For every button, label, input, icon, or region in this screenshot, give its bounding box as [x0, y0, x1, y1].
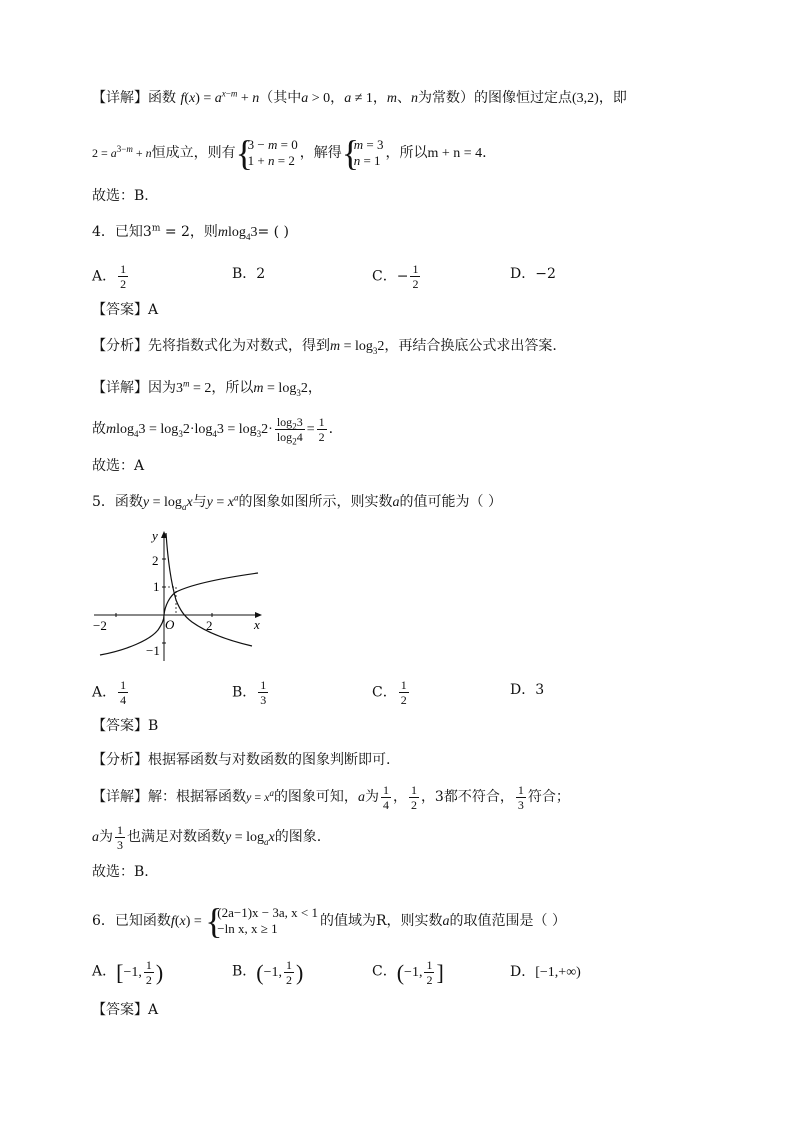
- q5-stem: 5．函数$y = \log_ax$与$y = x^a$的图象如图所示，则实数a的值可能为（ ）: [92, 492, 502, 512]
- q5-answer: 【答案】B: [92, 718, 159, 734]
- q3-detail-line2: $2 = a^{3-m} + n$恒成立，则有{ 3 − m = 0 1 + n = 2 ，解得{ m = 3 n = 1 ，所以m + n = 4.: [92, 136, 487, 171]
- q6-option-d[interactable]: D．[−1,+∞): [510, 964, 581, 980]
- q4-stem: 4．已知$3^m = 2$，则mlog$_4$3= ( ): [92, 223, 289, 242]
- y-tick-neg1: −1: [146, 643, 160, 658]
- q5-detail-line1: 【详解】解：根据幂函数$y = x^a$的图象可知，a为 $\frac{1}{4}$ ， $\frac{1}{2}$ ，3都不符合， $\frac{1}{3}$ 符合；: [92, 782, 570, 812]
- equation-system: { 3 − m = 0 1 + n = 2: [238, 137, 298, 169]
- q4-answer: 【答案】A: [92, 302, 159, 318]
- q6-option-c[interactable]: C．(−1, $\frac{1}{2}$ ]: [372, 958, 444, 987]
- function-graph: [92, 528, 272, 663]
- q4-choose: 故选：A: [92, 458, 145, 474]
- y-tick-1: 1: [153, 579, 160, 594]
- origin-label: O: [165, 617, 175, 632]
- q4-option-b[interactable]: B．2: [232, 266, 266, 282]
- q6-option-a[interactable]: A．[−1, $\frac{1}{2}$ ): [92, 958, 164, 987]
- q5-analysis: 【分析】根据幂函数与对数函数的图象判断即可.: [92, 752, 391, 768]
- q6-option-b[interactable]: B．(−1, $\frac{1}{2}$ ): [232, 958, 304, 987]
- x-tick-2: 2: [206, 618, 213, 633]
- q4-detail-line1: 【详解】因为$3^m = 2$，所以$m = \log_32$，: [92, 378, 322, 398]
- q5-detail-line2: a为 $\frac{1}{3}$ 也满足对数函数$y = \log_ax$的图象.: [92, 822, 322, 852]
- q6-answer: 【答案】A: [92, 1002, 159, 1018]
- q5-option-d[interactable]: D．3: [510, 682, 545, 698]
- q4-option-d[interactable]: D．−2: [510, 266, 556, 282]
- q4-option-a[interactable]: A． $\frac{1}{2}$: [92, 262, 127, 291]
- q4-option-c[interactable]: C．− $\frac{1}{2}$: [372, 262, 419, 291]
- q5-choose: 故选：B.: [92, 864, 149, 880]
- q6-stem: 6．已知函数f(x) = { (2a−1)x − 3a, x < 1 −ln x, x ≥ 1 的值域为R，则实数a的取值范围是（ ）: [92, 904, 566, 939]
- q5-option-c[interactable]: C． $\frac{1}{2}$: [372, 678, 407, 707]
- y-tick-2: 2: [152, 553, 159, 568]
- q5-option-b[interactable]: B． $\frac{1}{3}$: [232, 678, 267, 707]
- q4-analysis: 【分析】先将指数式化为对数式，得到$m = \log_32$，再结合换底公式求出答案.: [92, 338, 557, 356]
- q5-option-a[interactable]: A． $\frac{1}{4}$: [92, 678, 127, 707]
- q3-choose: 故选：B.: [92, 188, 149, 204]
- piecewise-function: { (2a−1)x − 3a, x < 1 −ln x, x ≥ 1: [207, 905, 318, 937]
- power-curve: [100, 573, 258, 655]
- solution-system: { m = 3 n = 1: [344, 137, 384, 169]
- x-tick-neg2: −2: [93, 618, 107, 633]
- y-axis-label: y: [152, 528, 158, 543]
- q4-detail-line2: 故$mlog_43 = \log_32\cdot\log_43 = \log_32\cdot$ $\frac{\log_23}{\log_24}$ = $\frac{1}{2}$ .: [92, 414, 334, 446]
- q3-detail-line1: 【详解】函数 $f(x) = a^{x-m} + n$（其中a > 0，a ≠ 1，m、n为常数）的图像恒过定点(3,2)，即: [92, 88, 627, 106]
- x-axis-label: x: [254, 617, 260, 632]
- detail-tag: 【详解】: [92, 90, 148, 106]
